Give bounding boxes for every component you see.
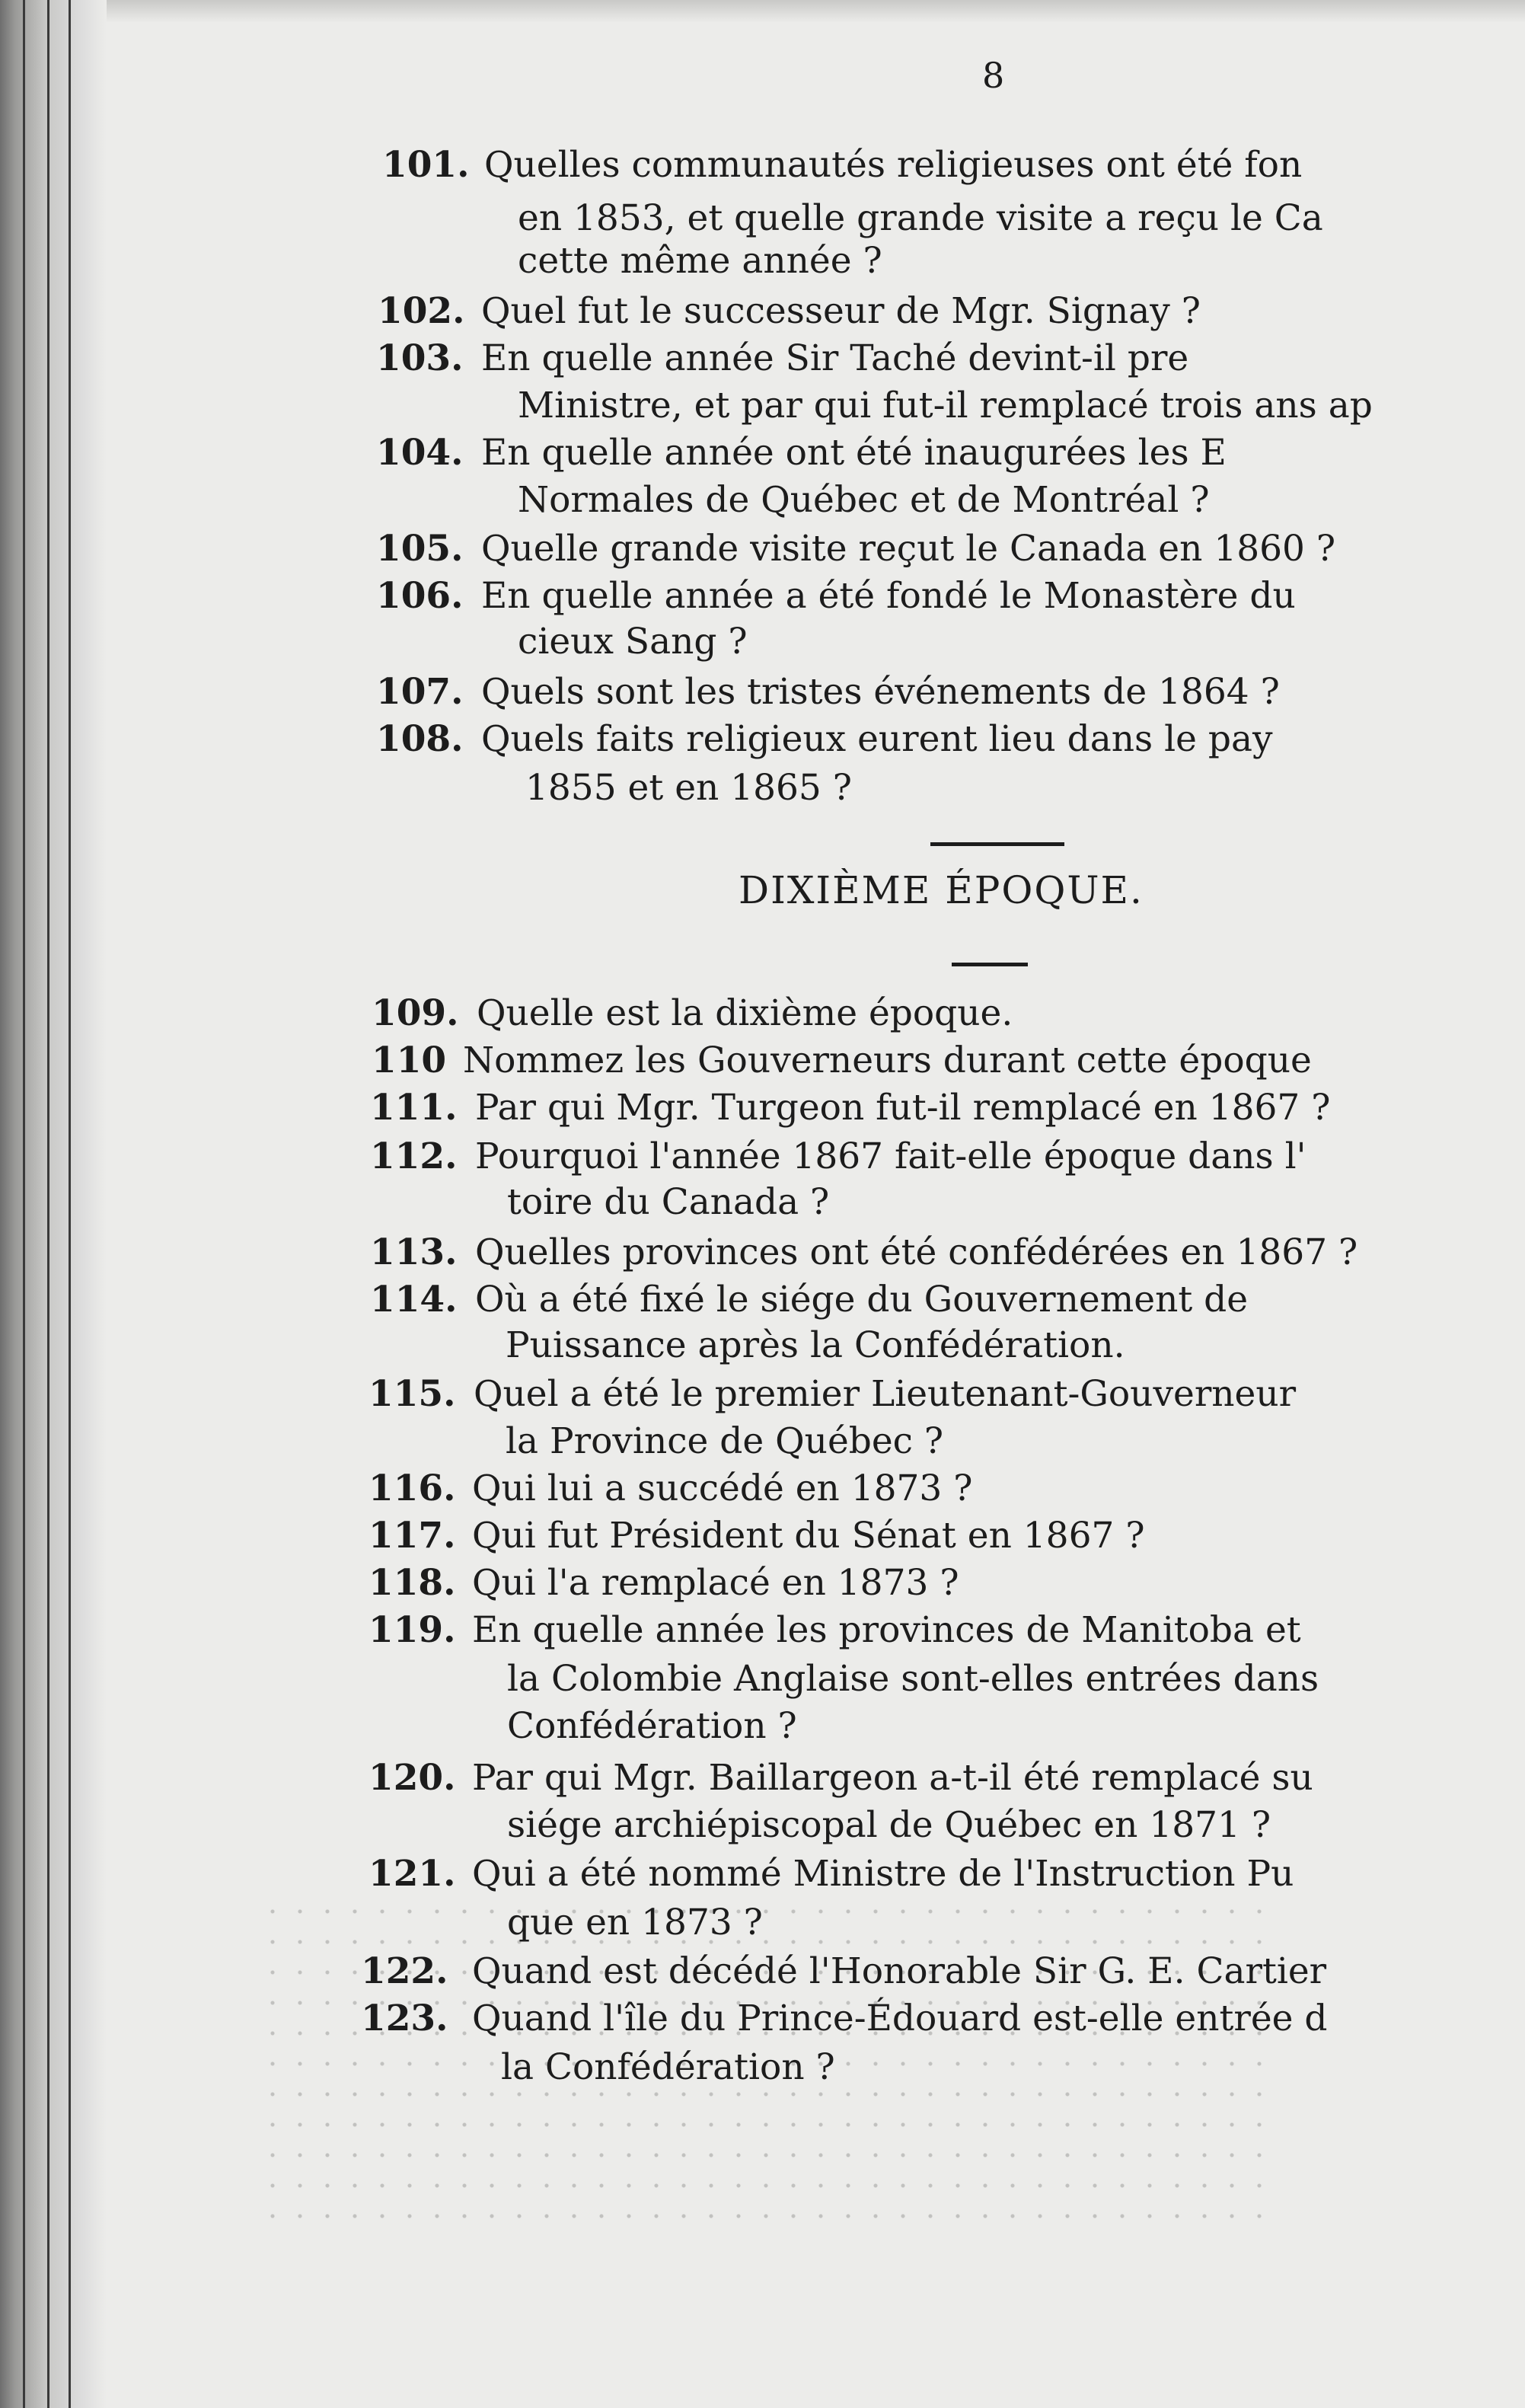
question-item [0,669,1525,716]
question-item [0,1322,1525,1369]
question-item [0,1802,1525,1849]
question-text: Nommez les Gouverneurs durant cette époque [463,1040,1312,1081]
question-text-continued: 1855 et en 1865 ? [525,767,852,809]
question-number: 108. [376,718,464,760]
question-item [0,1607,1525,1654]
question-number: 101. [382,144,470,186]
question-text: En quelle année a été fondé le Monastère du [481,575,1296,617]
question-number: 119. [368,1609,456,1651]
question-item [0,335,1525,382]
question-text: Quelle grande visite reçut le Canada en 1860 ? [481,528,1336,570]
question-item [0,1755,1525,1802]
page-number: 8 [982,55,1005,96]
question-text-continued: la Colombie Anglaise sont-elles entrées dans [507,1658,1319,1700]
question-item [0,1084,1525,1132]
top-shadow [107,0,1525,23]
question-item [0,1037,1525,1084]
question-number: 112. [370,1135,458,1177]
question-text-continued: cette même année ? [518,240,882,282]
question-number: 103. [376,337,464,379]
question-text: Quelles provinces ont été confédérées en 1867 ? [475,1231,1358,1273]
question-text-continued: toire du Canada ? [507,1181,830,1223]
question-text: Quel fut le successeur de Mgr. Signay ? [481,290,1201,332]
question-item [0,1703,1525,1750]
question-number: 104. [376,432,464,474]
question-number: 121. [368,1853,456,1895]
question-text: Quels faits religieux eurent lieu dans le pay [481,718,1273,760]
question-item [0,1465,1525,1512]
section-rule-top [930,842,1064,846]
question-text: Quelles communautés religieuses ont été fon [484,144,1303,186]
question-item [0,716,1525,763]
question-item [0,1418,1525,1465]
question-text: Quand l'île du Prince-Édouard est-elle entrée d [472,1998,1328,2039]
question-item [0,1948,1525,1995]
question-text: En quelle année les provinces de Manitoba et [472,1609,1301,1651]
question-number: 115. [368,1373,456,1415]
question-text: Qui lui a succédé en 1873 ? [472,1467,973,1509]
question-number: 120. [368,1757,456,1799]
question-item [0,238,1525,285]
question-text-continued: en 1853, et quelle grande visite a reçu le Ca [518,197,1323,239]
question-text-continued: la Province de Québec ? [506,1420,944,1462]
question-number: 122. [361,1950,448,1992]
question-item [0,525,1525,573]
question-item [0,1229,1525,1276]
question-number: 107. [376,671,464,713]
question-number: 109. [372,992,459,1034]
question-text: Par qui Mgr. Baillargeon a-t-il été remplacé su [472,1757,1313,1799]
section-heading: DIXIÈME ÉPOQUE. [739,868,1144,912]
question-item [0,1371,1525,1418]
question-text-continued: siége archiépiscopal de Québec en 1871 ? [507,1804,1271,1846]
question-item [0,288,1525,335]
question-item [0,2044,1525,2091]
question-number: 102. [378,290,465,332]
question-text-continued: Puissance après la Confédération. [506,1324,1125,1366]
question-item [0,477,1525,524]
question-item [0,1179,1525,1226]
question-item [0,1656,1525,1703]
question-number: 113. [370,1231,458,1273]
question-number: 118. [368,1562,456,1604]
question-number: 110 [372,1040,447,1081]
question-item [0,1899,1525,1947]
question-text: Qui fut Président du Sénat en 1867 ? [472,1515,1145,1557]
question-item [0,573,1525,620]
question-item [0,382,1525,430]
question-number: 123. [361,1998,448,2039]
question-item [0,765,1525,812]
section-rule-bottom [952,963,1028,966]
question-item [0,1560,1525,1607]
question-number: 105. [376,528,464,570]
question-item [0,195,1525,242]
question-text: Quels sont les tristes événements de 1864 ? [481,671,1280,713]
question-text-continued: la Confédération ? [501,2046,835,2088]
question-number: 117. [368,1515,456,1557]
question-text: Par qui Mgr. Turgeon fut-il remplacé en 1867 ? [475,1087,1331,1129]
question-number: 114. [370,1279,458,1321]
question-text: Qui l'a remplacé en 1873 ? [472,1562,959,1604]
question-item [0,990,1525,1037]
question-text: En quelle année ont été inaugurées les E [481,432,1227,474]
question-text-continued: que en 1873 ? [507,1902,763,1943]
question-text: Où a été fixé le siége du Gouvernement de [475,1279,1249,1321]
question-number: 106. [376,575,464,617]
question-number: 116. [368,1467,456,1509]
question-text: En quelle année Sir Taché devint-il pre [481,337,1189,379]
question-item [0,142,1525,189]
question-item [0,1851,1525,1898]
question-item [0,618,1525,666]
question-text-continued: cieux Sang ? [518,621,748,663]
question-text: Qui a été nommé Ministre de l'Instruction Pu [472,1853,1294,1895]
question-text-continued: Ministre, et par qui fut-il remplacé trois ans ap [518,385,1373,426]
question-text: Quel a été le premier Lieutenant-Gouverneur [474,1373,1297,1415]
question-text: Quelle est la dixième époque. [477,992,1013,1034]
question-text: Quand est décédé l'Honorable Sir G. E. Cartier [472,1950,1327,1992]
question-text-continued: Normales de Québec et de Montréal ? [518,479,1210,521]
question-number: 111. [370,1087,458,1129]
question-item [0,1276,1525,1324]
question-item [0,1133,1525,1180]
question-item [0,1995,1525,2042]
question-text-continued: Confédération ? [507,1705,797,1747]
question-item [0,1512,1525,1560]
question-text: Pourquoi l'année 1867 fait-elle époque dans l' [475,1135,1306,1177]
question-item [0,430,1525,477]
